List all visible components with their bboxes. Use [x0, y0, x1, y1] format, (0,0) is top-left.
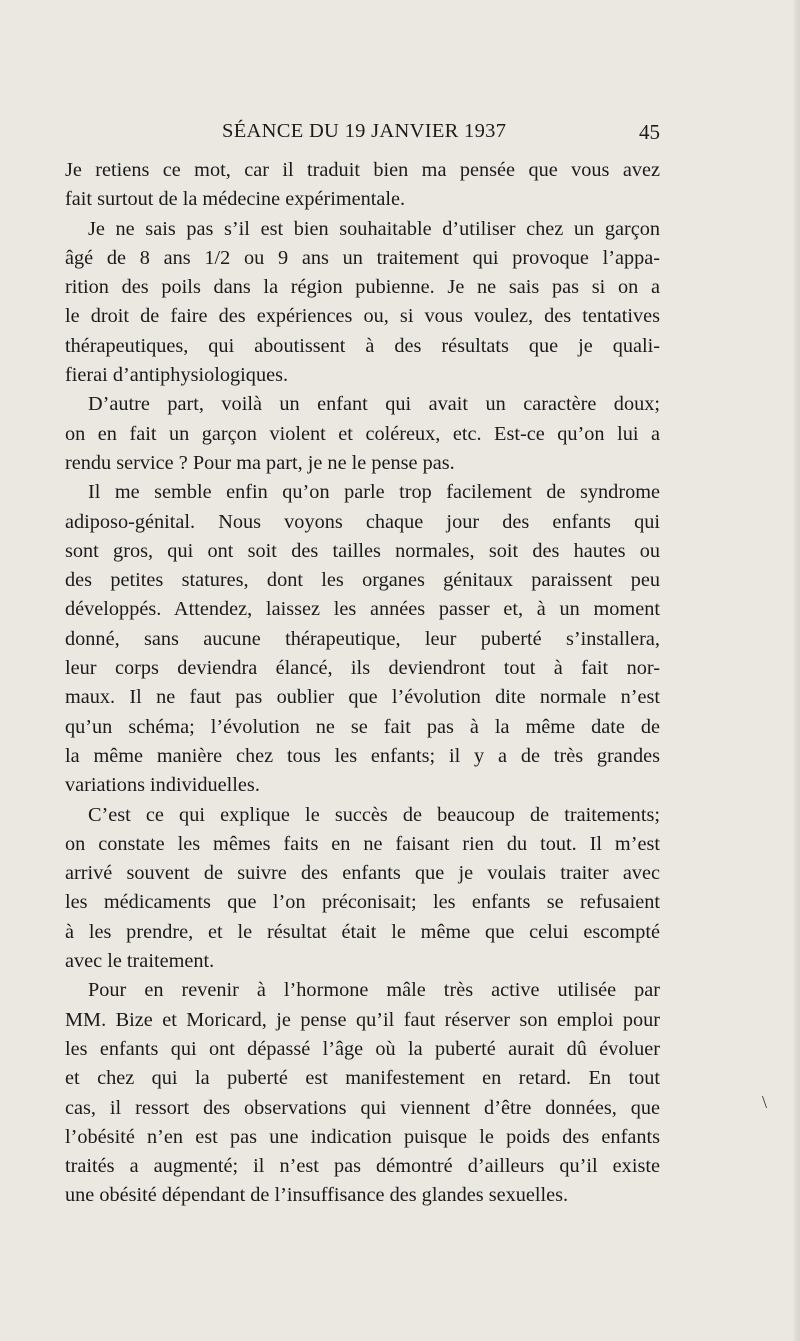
- text-line: traités a augmenté; il n’est pas démontré d’ailleurs qu’il existe: [65, 1155, 660, 1178]
- text-line: rendu service ? Pour ma part, je ne le pense pas.: [65, 451, 455, 474]
- text-line: on constate les mêmes faits en ne faisant rien du tout. Il m’est: [65, 832, 660, 855]
- text-line: on en fait un garçon violent et coléreux, etc. Est-ce qu’on lui a: [65, 422, 660, 445]
- header-title: SÉANCE DU 19 JANVIER 1937: [222, 120, 507, 142]
- text-line: adiposo-génital. Nous voyons chaque jour des enfants qui: [65, 510, 660, 533]
- text-line: l’obésité n’en est pas une indication puisque le poids des enfants: [65, 1125, 660, 1148]
- text-line: D’autre part, voilà un enfant qui avait un caractère doux;: [88, 393, 660, 416]
- text-line: des petites statures, dont les organes génitaux paraissent peu: [65, 569, 660, 592]
- text-line: âgé de 8 ans 1/2 ou 9 ans un traitement qui provoque l’appa-: [65, 246, 660, 269]
- text-line: le droit de faire des expériences ou, si vous voulez, des tentatives: [65, 305, 660, 328]
- text-line: arrivé souvent de suivre des enfants que je voulais traiter avec: [65, 862, 660, 885]
- text-line: C’est ce qui explique le succès de beaucoup de traitements;: [88, 803, 660, 826]
- text-line: Pour en revenir à l’hormone mâle très active utilisée par: [88, 979, 660, 1002]
- text-line: sont gros, qui ont soit des tailles normales, soit des hautes ou: [65, 539, 660, 562]
- text-line: et chez qui la puberté est manifestement en retard. En tout: [65, 1067, 660, 1090]
- text-line: fierai d’antiphysiologiques.: [65, 364, 289, 387]
- text-line: les enfants qui ont dépassé l’âge où la puberté aurait dû évoluer: [65, 1037, 660, 1060]
- text-line: une obésité dépendant de l’insuffisance des glandes sexuelles.: [65, 1184, 569, 1207]
- body-text: [65, 156, 660, 1211]
- text-line: fait surtout de la médecine expérimentale.: [65, 188, 406, 211]
- text-line: donné, sans aucune thérapeutique, leur puberté s’installera,: [65, 627, 660, 650]
- text-line: maux. Il ne faut pas oublier que l’évolution dite normale n’est: [65, 686, 660, 709]
- text-line: Je retiens ce mot, car il traduit bien ma pensée que vous avez: [65, 159, 660, 181]
- text-line: développés. Attendez, laissez les années passer et, à un moment: [65, 598, 660, 621]
- running-header: [222, 120, 660, 150]
- text-line: rition des poils dans la région pubienne. Je ne sais pas si on a: [65, 276, 660, 299]
- text-line: qu’un schéma; l’évolution ne se fait pas à la même date de: [65, 715, 660, 738]
- text-line: à les prendre, et le résultat était le même que celui escompté: [65, 920, 660, 943]
- text-line: thérapeutiques, qui aboutissent à des résultats que je quali-: [65, 334, 660, 357]
- text-line: variations individuelles.: [65, 774, 260, 797]
- text-line: cas, il ressort des observations qui viennent d’être données, que: [65, 1096, 660, 1119]
- text-line: Je ne sais pas s’il est bien souhaitable d’utiliser chez un garçon: [88, 217, 660, 240]
- text-line: Il me semble enfin qu’on parle trop facilement de syndrome: [88, 481, 660, 504]
- text-line: avec le traitement.: [65, 950, 215, 973]
- text-line: la même manière chez tous les enfants; il y a de très grandes: [65, 744, 660, 767]
- text-line: MM. Bize et Moricard, je pense qu’il faut réserver son emploi pour: [65, 1008, 660, 1031]
- page-number: 45: [639, 120, 660, 144]
- text-line: les médicaments que l’on préconisait; les enfants se refusaient: [65, 891, 660, 914]
- page-edge: [794, 0, 800, 1341]
- text-line: leur corps deviendra élancé, ils deviendront tout à fait nor-: [65, 657, 660, 680]
- margin-mark: \: [762, 1092, 768, 1112]
